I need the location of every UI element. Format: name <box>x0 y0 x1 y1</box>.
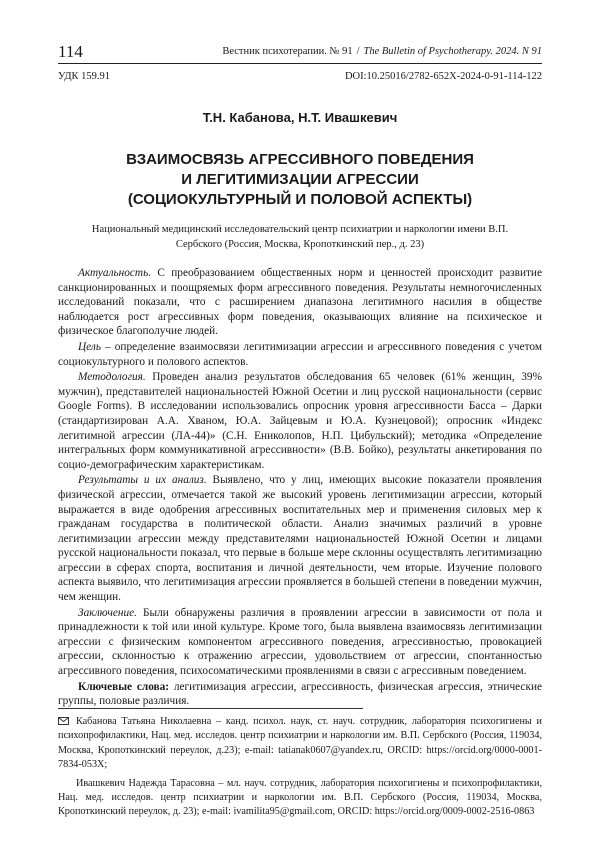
relevance-lead: Актуальность. <box>78 267 152 279</box>
abstract-keywords <box>58 680 542 709</box>
abstract <box>58 266 542 709</box>
article-title-line: ВЗАИМОСВЯЗЬ АГРЕССИВНОГО ПОВЕДЕНИЯ <box>126 151 474 168</box>
doi: DOI:10.25016/2782-652X-2024-0-91-114-122 <box>344 71 542 82</box>
conclusion-lead: Заключение. <box>78 606 137 619</box>
relevance-text: С преобразованием общественных норм и ценностей происходит развитие санкционированных и поощряемых форм агрессивного поведения. Результаты немногочисленных исследований показали, что с расширением диапазона легитимного насилия в обществе наблюдается рост агрессивных форм поведения, оказывающих влияние на психическое и физическое благополучие людей. <box>58 267 542 338</box>
footnote-author-2: Ивашкевич Надежда Тарасовна – мл. науч. сотрудник, лаборатория психогигиены и психопрофилактики, Нац. мед. исследов. центр психиатрии и наркологии им. В.П. Сербского (Россия, 119034, Москва, Кропоткинский переулок, д. 23); e-mail: ivamilita95@gmail.com, ORCID: https://orcid.org/0009-0002-2516-0863 <box>58 777 542 818</box>
article-title <box>58 150 542 210</box>
footnote-author-1-text: Кабанова Татьяна Николаевна – канд. психол. наук, ст. науч. сотрудник, лаборатория психогигиены и психопрофилактики, Нац. мед. исследов. центр психиатрии и наркологии им. В.П. Сербского (Россия, 119034, Москва, Кропоткинский переулок, д.23); e-mail: tatianak0607@yandex.ru, ORCID: https://orcid.org/0000-0001-7834-053X; <box>58 716 542 771</box>
page-number: 114 <box>58 42 83 61</box>
journal-title-ru: Вестник психотерапии. № 91 <box>222 46 353 57</box>
affiliation: Национальный медицинский исследовательский центр психиатрии и наркологии имени В.П. Сербского (Россия, Москва, Кропоткинский пер., д. 23) <box>91 224 509 250</box>
udk-code: УДК 159.91 <box>58 71 111 82</box>
abstract-methodology <box>58 370 542 472</box>
keywords-text: легитимизация агрессии, агрессивность, физическая агрессия, этнические группы, половые различия. <box>58 680 542 708</box>
results-text: Выявлено, что у лиц, имеющих высокие показатели проявления физической агрессии, отмечается такой же высокий уровень легитимизации агрессии, который выражается в виде одобрения агрессивных воспитательных мер и применения силовых мер к гражданам государства в политической области. Анализ значимых различий в уровне легитимизации агрессии между представителями национальностей Южной Осетии и лицами русской национальности показал, что первые в больше мере склонны осуществлять легитимизацию агрессии в сферах спорта, воспитания и личной деятельности, чем вторые. Изучение полового аспекта выявило, что легитимизация агрессии проявляется в большей степени в поведении мужчин, чем женщин. <box>58 474 543 604</box>
header-rule <box>58 63 542 64</box>
footnote-author-1 <box>58 715 542 773</box>
abstract-relevance <box>58 266 542 339</box>
journal-title <box>222 46 542 57</box>
results-lead: Результаты и их анализ. <box>78 474 207 487</box>
article-title-line: (СОЦИОКУЛЬТУРНЫЙ И ПОЛОВОЙ АСПЕКТЫ) <box>127 191 473 208</box>
abstract-goal <box>58 340 542 369</box>
article-title-line: И ЛЕГИТИМИЗАЦИИ АГРЕССИИ <box>181 171 419 188</box>
keywords-lead: Ключевые слова: <box>78 680 170 693</box>
footnote-rule <box>58 708 363 709</box>
methodology-lead: Методология. <box>78 371 146 384</box>
methodology-text: Проведен анализ результатов обследования 65 человек (61% женщин, 39% мужчин), представителей национальностей Южной Осетии и лиц русской национальности (сервис Google Forms). В исследовании использовались опросник уровня агрессивности Басса – Дарки (стандартизирован А.А. Хваном, Ю.А. Зайцевым и Ю.А. Кузнецовой); опросник «Индекс легитимной агрессии (ЛА-44)» (С.Н. Ениколопов, Н.П. Цибульский); методика «Определение интегральных форм коммуникативной агрессивности» (В.В. Бойко), результаты анкетирования по социо-демографическим характеристикам. <box>58 371 542 471</box>
abstract-conclusion <box>58 606 542 679</box>
journal-title-separator: / <box>356 46 360 57</box>
goal-text: – определение взаимосвязи легитимизации агрессии и агрессивного поведения с учетом социокультурного и полового аспектов. <box>58 340 542 368</box>
envelope-icon <box>58 717 69 725</box>
journal-title-en: The Bulletin of Psychotherapy. 2024. N 91 <box>363 46 542 57</box>
abstract-results <box>58 473 542 604</box>
author-footnotes <box>58 715 542 820</box>
article-authors: Т.Н. Кабанова, Н.Т. Ивашкевич <box>202 110 398 125</box>
goal-lead: Цель <box>78 340 101 353</box>
conclusion-text: Были обнаружены различия в проявлении агрессии в зависимости от пола и принадлежности к той или иной культуре. Кроме того, была выявлена взаимосвязь легитимизации агрессии с физическим компонентом агрессивного поведения, агрессивностью, провокацией агрессии, склонностью к отражению агрессии, удовольствием от агрессии, спонтанностью агрессивного поведения, психосоматическими проявлениями в связи с агрессивным поведением. <box>58 606 542 678</box>
